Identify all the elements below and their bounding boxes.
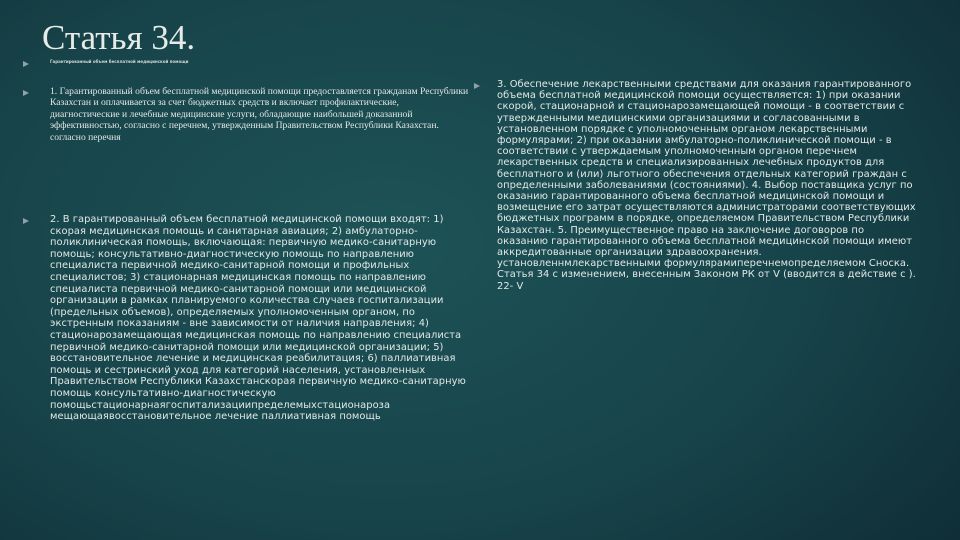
paragraph-2: 2. В гарантированный объем бесплатной медицинской помощи входят: 1) скорая медицинская помощь и санитарная авиация; 2) амбулаторно-поликлиническая помощь, включающая: первичную медико-санитарную помощь; консультативно-диагностическую помощь по направлению специалиста первичной медико-санитарной помощи и профильных специалистов; 3) стационарная медицинская помощь по направлению специалиста первичной медико-санитарной помощи или медицинской организации в рамках планируемого количества случаев госпитализации (предельных объемов), определяемых уполномоченным органом, по экстренным показаниям - вне зависимости от наличия направления; 4) стационарозамещающая медицинская помощь по направлению специалиста первичной медико-санитарной помощи или медицинской организации; 5) восстановительное лечение и медицинская реабилитация; 6) паллиативная помощь и сестринский уход для категорий населения, установленных Правительством Республики Казахстанскорая первичную медико-санитарную помощь консультативно-диагностическую помощьстационарнаягоспитализациипределемыхстационароза мещающаявосстановительное лечение паллиативная помощь (50, 214, 466, 423)
triangle-bullet-icon (23, 90, 29, 96)
triangle-bullet-icon (23, 218, 29, 224)
triangle-bullet-icon (23, 61, 29, 67)
article-subtitle: Гарантированный объем бесплатной медицинской помощи (50, 59, 189, 64)
triangle-bullet-icon (474, 83, 480, 89)
slide-title: Статья 34. (42, 18, 196, 57)
paragraph-1: 1. Гарантированный объем бесплатной медицинской помощи предоставляется гражданам Республики Казахстан и оплачивается за счет бюджетных средств и включает профилактические, диагностические и лечебные медицинские услуги, обладающие наибольшей доказанной эффективностью, согласно с перечнем, утвержденным Правительством Республики Казахстан. согласно перечня (50, 86, 469, 143)
paragraph-3: 3. Обеспечение лекарственными средствами для оказания гарантированного объема бесплатной медицинской помощи осуществляется: 1) при оказании скорой, стационарной и стационарозамещающей помощи - в соответствии с утвержденными медицинскими организациями и согласованными в установленном порядке с уполномоченным органом лекарственными формулярами; 2) при оказании амбулаторно-поликлинической помощи - в соответствии с утверждаемым уполномоченным органом перечнем лекарственных средств и специализированных лечебных продуктов для бесплатного и (или) льготного обеспечения отдельных категорий граждан с определенными заболеваниями (состояниями). 4. Выбор поставщика услуг по оказанию гарантированного объема бесплатной медицинской помощи и возмещение его затрат осуществляются администраторами соответствующих бюджетных программ в порядке, определяемом Правительством Республики Казахстан. 5. Преимущественное право на заключение договоров по оказанию гарантированного объема бесплатной медицинской помощи имеют аккредитованные организации здравоохранения. установленнмлекарственными формулярамиперечнемопределяемом Сноска. Статья 34 с изменением, внесенным Законом РК от V (вводится в действие с ). 22- V (497, 79, 916, 292)
